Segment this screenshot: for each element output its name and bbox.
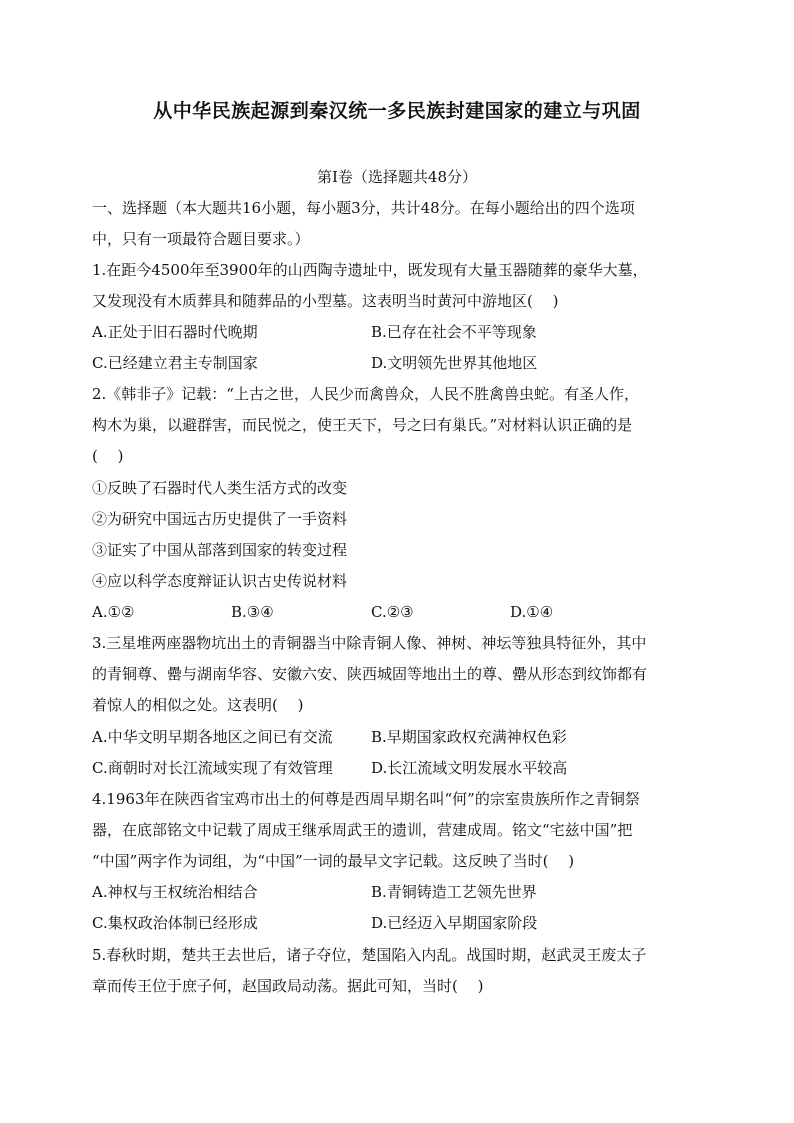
- question-4-stem: 4.1963年在陕西省宝鸡市出土的何尊是西周早期名叫“何”的宗室贵族所作之青铜祭: [92, 790, 640, 808]
- instructions-line: 中，只有一项最符合题目要求。）: [92, 230, 310, 248]
- question-5-stem: 章而传王位于庶子何，赵国政局动荡。据此可知，当时( ): [92, 977, 484, 995]
- question-3-option-b: B.早期国家政权充满神权色彩: [371, 728, 567, 746]
- question-2-option-c: C.②③: [371, 603, 414, 621]
- section-header: 第Ⅰ卷（选择题共48分）: [316, 168, 477, 186]
- question-2-stem: 构木为巢，以避群害，而民悦之，使王天下，号之曰有巢氏。”对材料认识正确的是: [92, 416, 633, 434]
- document-title: 从中华民族起源到秦汉统一多民族封建国家的建立与巩固: [153, 100, 641, 122]
- question-2-statement: ②为研究中国远古历史提供了一手资料: [92, 510, 348, 528]
- question-1-stem: 1.在距今4500年至3900年的山西陶寺遗址中，既发现有大量玉器随葬的豪华大墓，: [92, 261, 648, 279]
- question-2-statement: ④应以科学态度辩证认识古史传说材料: [92, 572, 348, 590]
- question-3-option-d: D.长江流域文明发展水平较高: [371, 759, 568, 777]
- question-1-option-d: D.文明领先世界其他地区: [371, 354, 538, 372]
- question-3-option-c: C.商朝时对长江流域实现了有效管理: [92, 759, 333, 777]
- question-2-statement: ①反映了石器时代人类生活方式的改变: [92, 479, 348, 497]
- question-1-option-b: B.已存在社会不平等现象: [371, 323, 537, 341]
- question-3-stem: 着惊人的相似之处。这表明( ): [92, 696, 304, 714]
- instructions-line: 一、选择题（本大题共16小题，每小题3分，共计48分。在每小题给出的四个选项: [92, 199, 635, 217]
- question-4-option-b: B.青铜铸造工艺领先世界: [371, 883, 537, 901]
- question-3-stem: 3.三星堆两座器物坑出土的青铜器当中除青铜人像、神树、神坛等独具特征外，其中: [92, 634, 647, 652]
- question-5-stem: 5.春秋时期，楚共王去世后，诸子夺位，楚国陷入内乱。战国时期，赵武灵王废太子: [92, 946, 647, 964]
- question-1-option-a: A.正处于旧石器时代晚期: [92, 323, 258, 341]
- question-4-stem: “中国”两字作为词组，为“中国”一词的最早文字记载。这反映了当时( ): [92, 852, 575, 870]
- question-4-option-d: D.已经迈入早期国家阶段: [371, 914, 538, 932]
- question-2-statement: ③证实了中国从部落到国家的转变过程: [92, 541, 348, 559]
- question-2-stem: ( ): [92, 447, 124, 465]
- question-2-stem: 2.《韩非子》记载：“上古之世，人民少而禽兽众，人民不胜禽兽虫蛇。有圣人作，: [92, 385, 639, 403]
- question-1-stem: 又发现没有木质葬具和随葬品的小型墓。这表明当时黄河中游地区( ): [92, 292, 559, 310]
- question-2-option-a: A.①②: [92, 603, 135, 621]
- question-1-option-c: C.已经建立君主专制国家: [92, 354, 258, 372]
- question-2-option-d: D.①④: [510, 603, 554, 621]
- question-2-option-b: B.③④: [231, 603, 274, 621]
- question-3-option-a: A.中华文明早期各地区之间已有交流: [92, 728, 333, 746]
- question-4-option-c: C.集权政治体制已经形成: [92, 914, 258, 932]
- question-4-option-a: A.神权与王权统治相结合: [92, 883, 258, 901]
- question-4-stem: 器，在底部铭文中记载了周成王继承周武王的遗训，营建成周。铭文“宅兹中国”把: [92, 821, 633, 839]
- question-3-stem: 的青铜尊、罍与湖南华容、安徽六安、陕西城固等地出土的尊、罍从形态到纹饰都有: [92, 665, 648, 683]
